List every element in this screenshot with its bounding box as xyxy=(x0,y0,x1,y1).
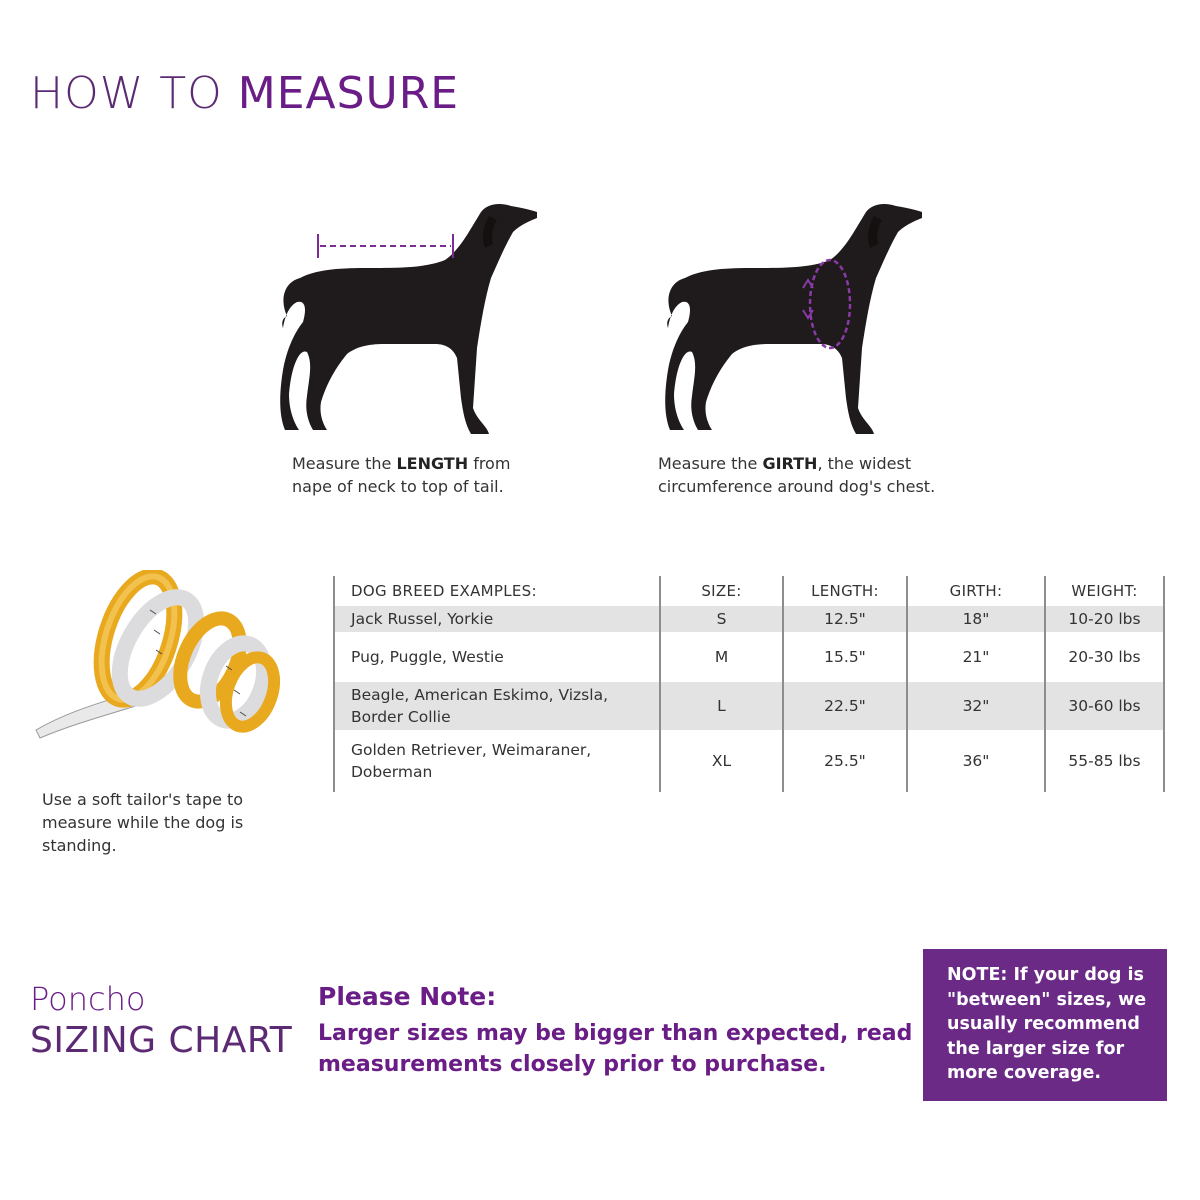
cell-breed: Pug, Puggle, Westie xyxy=(333,632,659,682)
length-caption-before: Measure the xyxy=(292,454,397,473)
table-row xyxy=(333,606,1165,632)
cell-length: 15.5" xyxy=(782,632,906,682)
title-bold: MEASURE xyxy=(237,68,460,119)
cell-girth: 32" xyxy=(906,682,1044,730)
length-caption xyxy=(292,452,552,498)
cell-length: 25.5" xyxy=(782,730,906,792)
girth-caption-after: , the widest circumference around dog's chest. xyxy=(658,454,936,496)
dog-length-illustration xyxy=(275,198,545,438)
cell-size: L xyxy=(659,682,782,730)
cell-weight: 55-85 lbs xyxy=(1044,730,1165,792)
header-breed: DOG BREED EXAMPLES: xyxy=(333,576,659,606)
size-table xyxy=(333,576,1165,792)
cell-breed: Beagle, American Eskimo, Vizsla, Border Collie xyxy=(333,682,659,730)
header-weight: WEIGHT: xyxy=(1044,576,1165,606)
table-header xyxy=(333,576,1165,606)
cell-weight: 20-30 lbs xyxy=(1044,632,1165,682)
header-length: LENGTH: xyxy=(782,576,906,606)
note-heading: Please Note: xyxy=(318,982,497,1011)
table-row xyxy=(333,632,1165,682)
cell-weight: 10-20 lbs xyxy=(1044,606,1165,632)
product-name: Poncho xyxy=(30,980,146,1018)
size-callout-box xyxy=(923,949,1167,1101)
header-size: SIZE: xyxy=(659,576,782,606)
girth-caption xyxy=(658,452,948,498)
product-subtitle: SIZING CHART xyxy=(30,1020,293,1061)
header-girth: GIRTH: xyxy=(906,576,1044,606)
girth-caption-before: Measure the xyxy=(658,454,763,473)
note-body: Larger sizes may be bigger than expected, read measurements closely prior to purchase. xyxy=(318,1021,913,1077)
title-light: HOW TO xyxy=(30,68,223,119)
measuring-tape-icon xyxy=(30,570,280,750)
cell-girth: 18" xyxy=(906,606,1044,632)
cell-size: M xyxy=(659,632,782,682)
cell-length: 12.5" xyxy=(782,606,906,632)
cell-length: 22.5" xyxy=(782,682,906,730)
table-row xyxy=(333,730,1165,792)
cell-size: XL xyxy=(659,730,782,792)
page-title xyxy=(30,68,459,119)
table-row xyxy=(333,682,1165,730)
cell-size: S xyxy=(659,606,782,632)
cell-breed: Golden Retriever, Weimaraner, Doberman xyxy=(333,730,659,792)
tape-caption: Use a soft tailor's tape to measure while the dog is standing. xyxy=(42,790,244,855)
cell-girth: 36" xyxy=(906,730,1044,792)
length-caption-after: from nape of neck to top of tail. xyxy=(292,454,511,496)
cell-breed: Jack Russel, Yorkie xyxy=(333,606,659,632)
cell-weight: 30-60 lbs xyxy=(1044,682,1165,730)
dog-girth-illustration xyxy=(660,198,930,438)
length-keyword: LENGTH xyxy=(396,454,469,473)
cell-girth: 21" xyxy=(906,632,1044,682)
callout-text: NOTE: If your dog is "between" sizes, we usually recommend the larger size for more coverage. xyxy=(947,965,1147,1083)
girth-keyword: GIRTH xyxy=(762,454,818,473)
